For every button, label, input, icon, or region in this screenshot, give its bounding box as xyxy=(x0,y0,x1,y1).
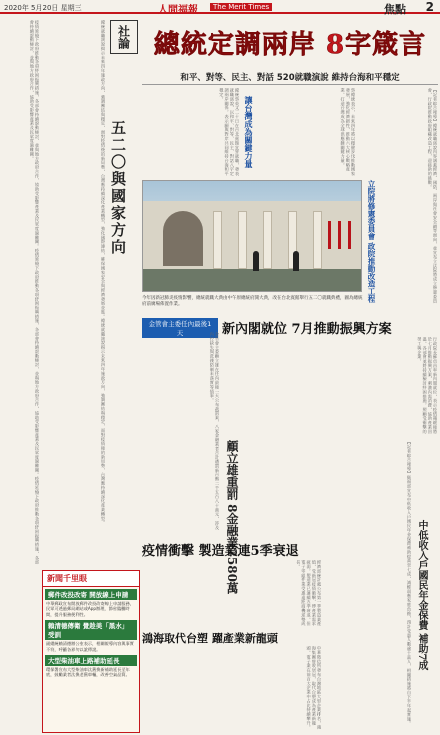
finance-tag: 金管會主委任內最後1天 xyxy=(142,318,218,338)
finance-headline: 顧立雄重罰 8金融業2580萬 xyxy=(225,440,239,594)
brand-en: The Merit Times xyxy=(210,3,272,11)
body-text-col: 總統蔡英文二十日在台北賓館宣誓就職，發表就職演說，以和平、對等、民主、對話八字定調兩岸關係，表示願與對岸共同維持台海和平穩定。 xyxy=(219,88,240,176)
news-box-item-title: 賴清德傳衛 覺趁美「黑水」受訓 xyxy=(45,620,137,640)
story-headline-cabinet: 新內閣就位 7月推動振興方案 xyxy=(222,322,392,337)
divider xyxy=(142,84,438,85)
news-box-item-body: 中華郵政宣布開放郵件改投改寄線上申請服務，民眾可透過郵局網站或App辦理，節省臨櫃時間，提升服務便利性。 xyxy=(46,601,134,617)
body-text-col: 【記者綜合報導】衛福部宣布中低收入戶國民年金保費補助提高至七成，減輕弱勢家庭負擔，預計受惠人數逾十萬人，相關措施將自下半年起實施。 xyxy=(407,440,412,726)
body-text-col: 疫情延燒下政府推動各項紓困振興措施，各部會持續滾動檢討，並與地方政府合作，協助受影響產業及民眾度過難關。疫情延燒下政府推動各項紓困振興措施，各部會持續滾動檢討，並與地方政府合作，協助受影響產業及民眾度過難關。疫情延燒下政府推動各項紓困振興措施，各部會持續滾動檢討，並與地方政府合作，協助受影響產業及民眾度過難關。 xyxy=(29,20,40,565)
issue-date: 2020年 5月20日 星期三 xyxy=(4,4,82,12)
body-text-col: 行政院長蘇貞昌率新內閣就位，表示疫情趨緩後將於七月推動振興方案，刺激內需消費，協助產業回溫，各部會並將持續檢討紓困措施，照顧受衝擊的勞工與企業。 xyxy=(417,337,438,434)
page-number: 2 xyxy=(425,0,434,14)
editorial-title: 五二〇與國家方向 xyxy=(109,120,127,256)
section-name: 焦點 xyxy=(384,3,406,16)
news-box-item-body: 副總統賴清德辦公室表示，相關報導內容與事實不符，呼籲各界勿以訛傳訛。 xyxy=(46,641,134,652)
masthead xyxy=(0,0,440,14)
side-head-a: 讓台灣成為關鍵力量 xyxy=(244,96,254,168)
news-box-item-body: 環保署宣布大型柴油車汰舊換新補助延長至年底，鼓勵業者汰換老舊車輛，改善空氣品質。 xyxy=(46,667,130,678)
body-text-col: 蔡總統表示，未來四年將以穩健步伐推動國家發展，強化經濟韌性，推動六大核心戰略產業，打造台灣成為全球供應鏈關鍵力量。 xyxy=(340,88,356,176)
body-text-col: 中華徵信所發布台灣地區大型企業排名，鴻海集團營收居冠，取代台塑成為產業新龍頭，電子業在前百大企業中占比持續攀升。 xyxy=(306,646,322,730)
story-headline-pension: 中低收入戶國民年金保費 補助7成 xyxy=(416,520,427,671)
body-text-col: 總統就職演說揭示未來四年施政方向，強調團結與穩定，面對疫情後的新局勢，台灣應持續深化產業轉型，強化國際連結，確保國家安全與經濟發展並進。總統就職演說揭示未來四年施政方向，強調團結與穩定，面對疫情後的新局勢，台灣應持續深化產業轉型。 xyxy=(101,20,106,525)
body-text-col: 金管會主委顧立雄在任內最後一天公布裁罰案，八家金融業者合計遭罰新台幣二千五百八十萬元，涉及內控缺失與洗錢防制未落實等情事。 xyxy=(209,332,220,530)
story-headline-pandemic: 疫情衝擊 製造業連5季衰退 xyxy=(142,544,299,559)
photo-caption: 今年因新冠肺炎疫情影響，總統就職大典由中午原總統府開大典，改在台北賓館舉行五二〇就職典禮，圖為總統府前廣場佈置作業。 xyxy=(142,296,363,307)
news-box-item-title: 大型柴油車上路補助延長 xyxy=(45,655,137,666)
lead-photo xyxy=(142,180,362,292)
side-head-b: 立院將修憲委員會 政院推動改造工程 xyxy=(367,180,376,303)
lead-headline: 總統定調兩岸 8字箴言 xyxy=(153,30,427,60)
news-box-title: 新聞千里眼 xyxy=(43,571,139,587)
body-text-col: 【記者綜合報導】總統就職演說內容涵蓋經濟、國防、兩岸與社會安全網等面向，並宣布立法院將成立修憲委員會，行政院推動政府組織改造工程，迎接新的挑戰。 xyxy=(427,88,438,304)
lead-subheadline: 和平、對等、民主、對話 520就職演說 維持台海和平穩定 xyxy=(180,73,400,83)
news-box xyxy=(42,570,140,733)
brand-logo: 人間福報 xyxy=(158,5,198,16)
news-box-item-title: 郵件改投改寄 開放線上申請 xyxy=(45,589,137,600)
editorial-tag: 社論 xyxy=(110,20,138,54)
body-text-col: 經濟部統計處公布第一季製造業產值，受新冠疫情衝擊，傳產業需求疲弱，製造業已連續五季衰退，但電子零組件業受惠遠距商機逆勢成長。 xyxy=(296,560,322,626)
story-headline-hon-hai: 鴻海取代台塑 躍產業新龍頭 xyxy=(142,632,278,645)
